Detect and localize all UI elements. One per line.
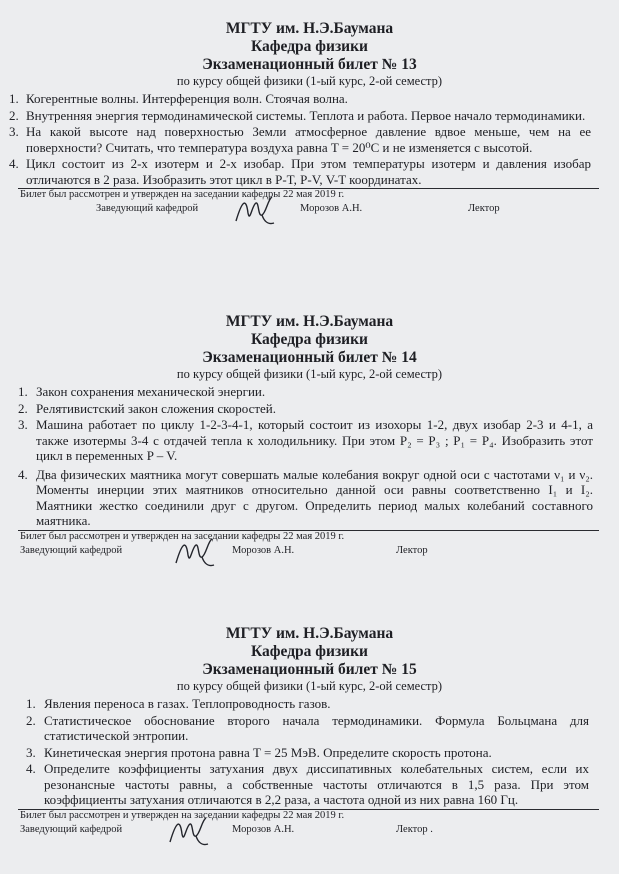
course-subtitle: по курсу общей физики (1-ый курс, 2-ой семестр) <box>176 74 443 88</box>
question-number: 1. <box>9 91 19 106</box>
question-item <box>9 124 591 155</box>
lecturer-label: Лектор . <box>396 823 433 835</box>
question-number: 4. <box>9 156 19 171</box>
question-item <box>18 417 593 464</box>
question-text: Внутренняя энергия термодинамической системы. Теплота и работа. Первое начало термодинамики. <box>26 107 586 123</box>
department-title: Кафедра физики <box>251 331 368 348</box>
question-text: На какой высоте над поверхностью Земли атмосферное давление вдвое меньше, чем на ее поверхности? Считать, что температура воздуха равна T = 20⁰C и не изменяется с высотой. <box>26 124 591 155</box>
lecturer-label: Лектор <box>396 544 428 556</box>
question-text: Когерентные волны. Интерференция волн. Стоячая волна. <box>26 91 348 106</box>
university-title: МГТУ им. Н.Э.Баумана <box>225 313 394 330</box>
ticket-14 <box>0 313 619 569</box>
question-number: 1. <box>18 384 28 399</box>
approval-note: Билет был рассмотрен и утвержден на заседании кафедры 22 мая 2019 г. <box>20 809 345 821</box>
question-number: 2. <box>18 400 28 416</box>
question-item <box>18 400 593 417</box>
question-item <box>18 384 593 400</box>
signature-icon <box>232 193 278 227</box>
question-list <box>0 696 619 808</box>
lecturer-label: Лектор <box>468 203 500 214</box>
question-number: 2. <box>26 712 36 728</box>
question-list <box>0 91 619 187</box>
question-number: 3. <box>9 124 19 139</box>
question-text: Закон сохранения механической энергии. <box>36 384 266 399</box>
course-subtitle: по курсу общей физики (1-ый курс, 2-ой семестр) <box>176 367 443 381</box>
university-title: МГТУ им. Н.Э.Баумана <box>225 20 394 37</box>
question-item <box>9 107 591 124</box>
signature-row <box>0 543 619 569</box>
signature-icon <box>172 535 218 569</box>
question-number: 4. <box>18 466 28 482</box>
question-number: 1. <box>26 696 36 711</box>
head-name: Морозов А.Н. <box>232 544 295 556</box>
department-title: Кафедра физики <box>251 643 368 660</box>
question-number: 4. <box>26 761 36 776</box>
question-text: Явления переноса в газах. Теплопроводность газов. <box>44 696 331 711</box>
approval-note: Билет был рассмотрен и утвержден на заседании кафедры 22 мая 2019 г. <box>20 189 345 200</box>
course-subtitle: по курсу общей физики (1-ый курс, 2-ой семестр) <box>176 679 443 693</box>
question-item <box>9 156 591 187</box>
signature-row <box>0 822 619 848</box>
question-item <box>9 91 591 107</box>
head-name: Морозов А.Н. <box>232 823 295 835</box>
question-text: Цикл состоит из 2-х изотерм и 2-х изобар. При этом температуры изотерм и давления изобар отличаются в 2 раза. Изобразить этот цикл в P-T, P-V, V-T координатах. <box>26 156 591 187</box>
head-label: Заведующий кафедрой <box>20 823 123 835</box>
question-number: 3. <box>26 744 36 760</box>
question-item <box>26 696 589 712</box>
head-label: Заведующий кафедрой <box>20 544 123 556</box>
question-text: Статистическое обоснование второго начала термодинамики. Формула Больцмана для статистической энтропии. <box>44 712 589 743</box>
question-number: 2. <box>9 107 19 123</box>
ticket-13 <box>0 20 619 227</box>
question-text: Определите коэффициенты затухания двух диссипативных колебательных систем, если их резонансные частоты равны, а собственные частоты отличаются в 1,5 раза. При этом коэффициенты затухания отличаются в 2,2 раза, а частота одной из них равна 160 Гц. <box>44 761 589 807</box>
question-item <box>18 466 593 529</box>
question-item <box>26 744 589 761</box>
ticket-title: Экзаменационный билет № 14 <box>202 349 417 366</box>
question-item <box>26 761 589 808</box>
ticket-title: Экзаменационный билет № 13 <box>202 56 417 73</box>
question-text: Кинетическая энергия протона равна T = 25 МэВ. Определите скорость протона. <box>44 744 492 760</box>
signature-icon <box>166 814 212 848</box>
head-name: Морозов А.Н. <box>300 203 363 214</box>
ticket-15 <box>0 625 619 848</box>
question-text: Машина работает по циклу 1-2-3-4-1, который состоит из изохоры 1-2, двух изобар 2-3 и 4-1, а также изотермы 3-4 с отдачей тепла к холодильнику. При этом P₂ = P₃ ; P₁ = P₄. Изобразить этот цикл в переменных P – V. <box>36 417 593 463</box>
question-text: Релятивистский закон сложения скоростей. <box>36 400 276 416</box>
department-title: Кафедра физики <box>251 38 368 55</box>
question-number: 3. <box>18 417 28 432</box>
question-item <box>26 712 589 744</box>
question-list <box>0 384 619 529</box>
university-title: МГТУ им. Н.Э.Баумана <box>225 625 394 642</box>
ticket-title: Экзаменационный билет № 15 <box>202 661 417 678</box>
question-text: Два физических маятника могут совершать малые колебания вокруг одной оси с частотами ν₁ и ν₂. Моменты инерции этих маятников относительно данной оси равны соответственно I₁ и I₂. Маятники жестко соединили друг с другом. Определить период малых колебаний составного маятника. <box>36 466 593 528</box>
head-label: Заведующий кафедрой <box>96 203 199 214</box>
approval-note: Билет был рассмотрен и утвержден на заседании кафедры 22 мая 2019 г. <box>20 530 345 542</box>
signature-row <box>0 201 619 227</box>
